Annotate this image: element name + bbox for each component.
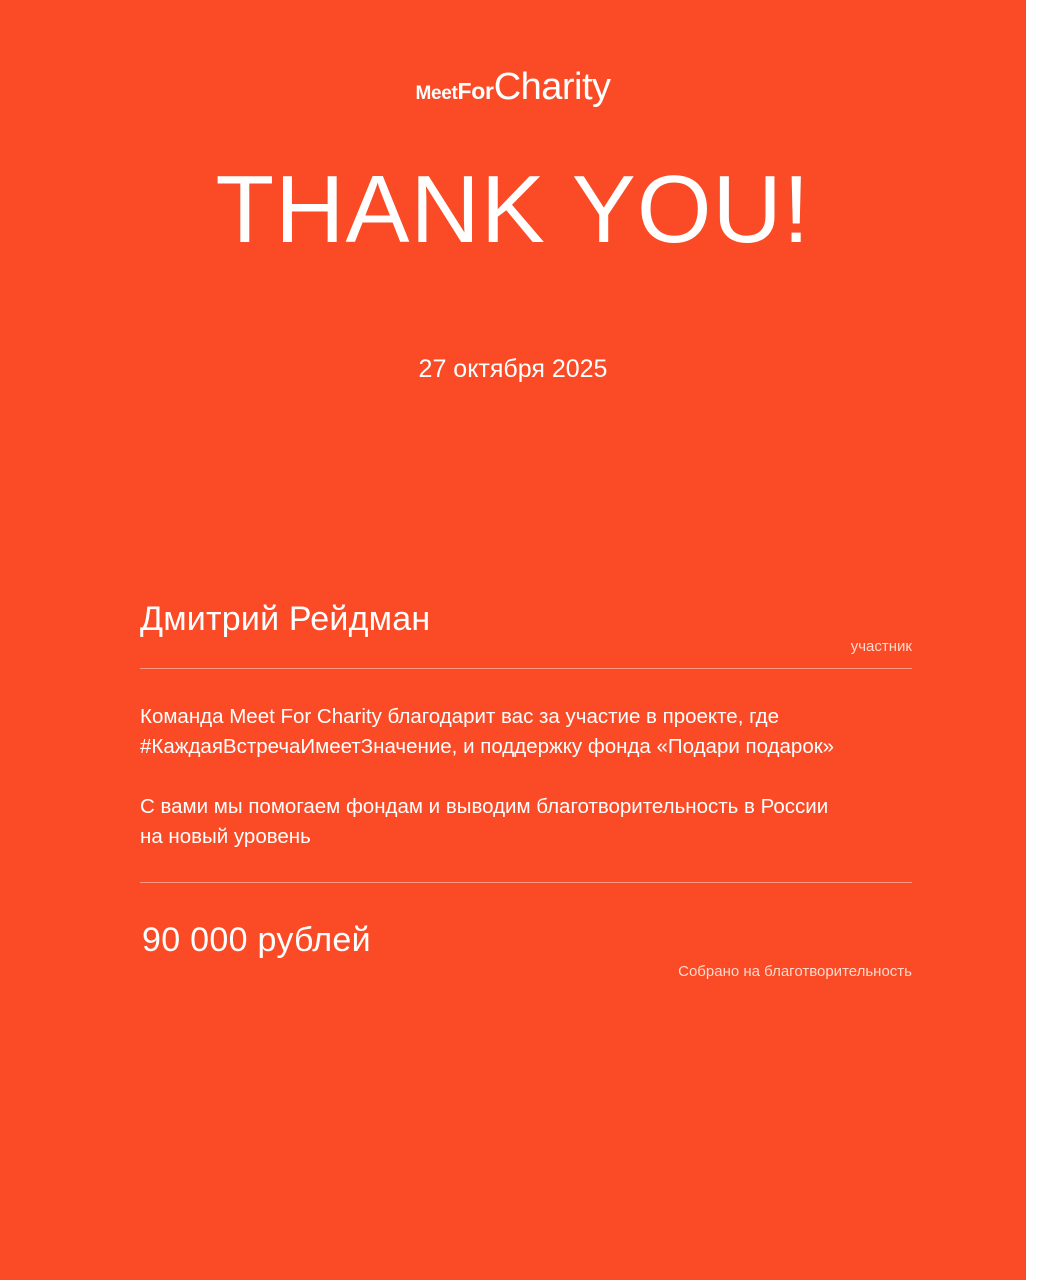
brand-logo (0, 66, 1026, 109)
logo-text-meet: Meet (415, 83, 458, 104)
recipient-role-label: участник (850, 638, 912, 655)
recipient-name: Дмитрий Рейдман (140, 600, 431, 638)
thank-you-text (140, 669, 912, 882)
logo-text-charity: Charity (493, 66, 611, 108)
amount-value: 90 000 рублей (142, 921, 371, 959)
logo-text-for: For (457, 78, 494, 104)
paragraph-1: Команда Meet For Charity благодарит вас за участие в проекте, где #КаждаяВстречаИмеетЗначение, и поддержку фонда «Подари подарок» (140, 705, 835, 758)
paragraph-2: С вами мы помогаем фондам и выводим благотворительность в России на новый уровень (140, 795, 829, 848)
amount-caption: Собрано на благотворительность (678, 963, 912, 980)
certificate-date: 27 октября 2025 (418, 355, 608, 383)
page-right-margin (1026, 0, 1040, 1280)
certificate-body (140, 600, 912, 1019)
recipient-row (140, 600, 912, 668)
page-title: THANK YOU! (215, 156, 811, 263)
amount-row (140, 883, 912, 1019)
